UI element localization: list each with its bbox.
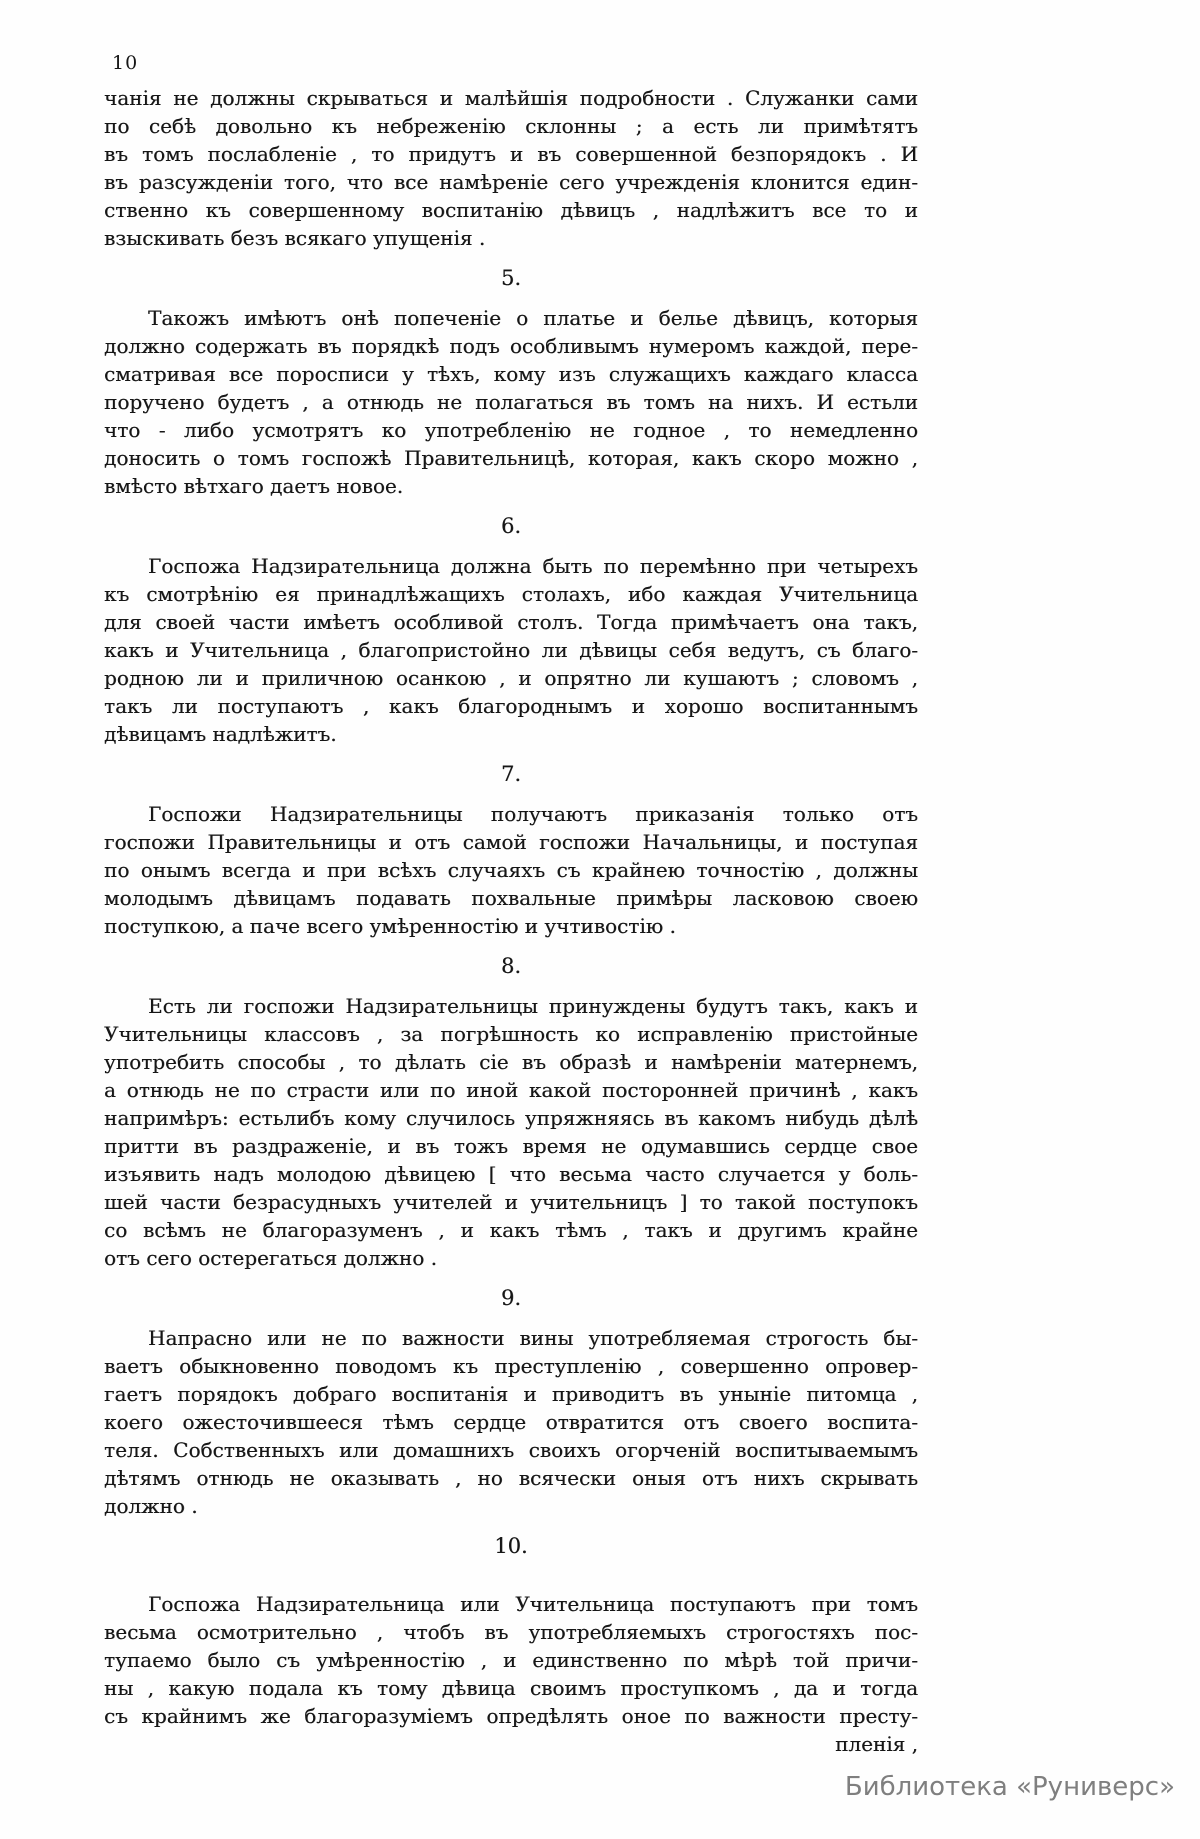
text-line: по себѣ довольно къ небреженію склонны ; а есть ли примѣтятъ — [104, 114, 918, 138]
section-number: 8. — [500, 954, 522, 978]
text-line: употребить способы , то дѣлать сіе въ образѣ и намѣреніи матернемъ, — [104, 1050, 918, 1074]
paragraph — [104, 992, 918, 1272]
section-number: 9. — [500, 1286, 522, 1310]
text-line: Госпожа Надзирательница должна быть по перемѣнно при четырехъ — [148, 554, 918, 578]
text-line: весьма осмотрительно , чтобъ въ употребляемыхъ строгостяхъ пос- — [104, 1620, 918, 1644]
text-line: со всѣмъ не благоразуменъ , и какъ тѣмъ , такъ и другимъ крайне — [104, 1218, 918, 1242]
text-line: ственно къ совершенному воспитанію дѣвицъ , надлѣжитъ все то и — [104, 198, 918, 222]
text-line: Госпожа Надзирательница или Учительница поступаютъ при томъ — [148, 1592, 918, 1616]
section-number: 7. — [500, 762, 522, 786]
text-line: Напрасно или не по важности вины употребляемая строгость бы- — [148, 1326, 918, 1350]
section — [104, 252, 918, 500]
paragraph — [104, 84, 918, 252]
text-line: Такожъ имѣютъ онѣ попеченіе о платье и белье дѣвицъ, которыя — [148, 306, 918, 330]
text-line: дѣвицамъ надлѣжитъ. — [104, 722, 337, 746]
text-line: а отнюдь не по страсти или по иной какой посторонней причинѣ , какъ — [104, 1078, 918, 1102]
text-line: коего ожесточившееся тѣмъ сердце отвратится отъ своего воспита- — [104, 1410, 918, 1434]
text-line: пленія , — [835, 1732, 918, 1756]
text-line: Учительницы классовъ , за погрѣшность ко исправленію пристойные — [104, 1022, 918, 1046]
text-line: молодымъ дѣвицамъ подавать похвальные примѣры ласковою своею — [104, 886, 918, 910]
paragraph — [104, 1324, 918, 1520]
page-number: 10 — [112, 52, 139, 74]
text-line: тупаемо было съ умѣренностію , и единственно по мѣрѣ той причи- — [104, 1648, 918, 1672]
section — [104, 500, 918, 748]
text-line: ны , какую подала къ тому дѣвица своимъ проступкомъ , да и тогда — [104, 1676, 918, 1700]
text-line: для своей части имѣетъ особливой столъ. Тогда примѣчаетъ она такъ, — [104, 610, 918, 634]
text-line: ваетъ обыкновенно поводомъ къ преступленію , совершенно опровер- — [104, 1354, 918, 1378]
text-line: какъ и Учительница , благопристойно ли дѣвицы себя ведутъ, съ благо- — [104, 638, 918, 662]
text-line: должно . — [104, 1494, 198, 1518]
section — [104, 1520, 918, 1758]
text-line: къ смотрѣнію ея принадлѣжащихъ столахъ, ибо каждая Учительница — [104, 582, 918, 606]
text-line: сматривая все поросписи у тѣхъ, кому изъ служащихъ каждаго класса — [104, 362, 918, 386]
text-line: съ крайнимъ же благоразуміемъ опредѣлять оное по важности престу- — [104, 1704, 918, 1728]
text-line: напримѣръ: естьлибъ кому случилось упряжняясь въ какомъ нибудь дѣлѣ — [104, 1106, 918, 1130]
section-number: 10. — [494, 1534, 528, 1558]
text-line: что - либо усмотрятъ ко употребленію не годное , то немедленно — [104, 418, 918, 442]
text-line: дѣтямъ отнюдь не оказывать , но всячески оныя отъ нихъ скрывать — [104, 1466, 918, 1490]
text-line: отъ сего остерегаться должно . — [104, 1246, 437, 1270]
text-line: родною ли и приличною осанкою , и опрятно ли кушаютъ ; словомъ , — [104, 666, 918, 690]
text-line: гаетъ порядокъ добраго воспитанія и приводитъ въ уныніе питомца , — [104, 1382, 918, 1406]
section — [104, 84, 918, 252]
text-line: взыскивать безъ всякаго упущенія . — [104, 226, 486, 250]
text-line: поручено будетъ , а отнюдь не полагаться въ томъ на нихъ. И естьли — [104, 390, 918, 414]
text-line: Есть ли госпожи Надзирательницы принуждены будутъ такъ, какъ и — [148, 994, 918, 1018]
text-line: доносить о томъ госпожѣ Правительницѣ, которая, какъ скоро можно , — [104, 446, 918, 470]
section — [104, 1272, 918, 1520]
page-body — [104, 84, 918, 1758]
paragraph — [104, 800, 918, 940]
section-number: 6. — [500, 514, 522, 538]
text-line: чанія не должны скрываться и малѣйшія подробности . Служанки сами — [104, 86, 918, 110]
section-number: 5. — [500, 266, 522, 290]
text-line: вмѣсто вѣтхаго даетъ новое. — [104, 474, 404, 498]
text-line: въ разсужденіи того, что все намѣреніе сего учрежденія клонится един- — [104, 170, 918, 194]
watermark: Библиотека «Руниверс» — [844, 1772, 1175, 1802]
text-line: поступкою, а паче всего умѣренностію и учтивостію . — [104, 914, 676, 938]
text-line: притти въ раздраженіе, и въ тожъ время не одумавшись сердце свое — [104, 1134, 918, 1158]
paragraph — [104, 552, 918, 748]
text-line: должно содержать въ порядкѣ подъ особливымъ нумеромъ каждой, пере- — [104, 334, 918, 358]
section — [104, 748, 918, 940]
text-line: въ томъ послабленіе , то придутъ и въ совершенной безпорядокъ . И — [104, 142, 918, 166]
text-line: Госпожи Надзирательницы получаютъ приказанія только отъ — [148, 802, 918, 826]
text-line: изъявить надъ молодою дѣвицею [ что весьма часто случается у боль- — [104, 1162, 918, 1186]
text-line: такъ ли поступаютъ , какъ благороднымъ и хорошо воспитаннымъ — [104, 694, 918, 718]
text-line: по онымъ всегда и при всѣхъ случаяхъ съ крайнею точностію , должны — [104, 858, 918, 882]
section — [104, 940, 918, 1272]
text-line: теля. Собственныхъ или домашнихъ своихъ огорченій воспитываемымъ — [104, 1438, 918, 1462]
text-line: шей части безрасудныхъ учителей и учительницъ ] то такой поступокъ — [104, 1190, 918, 1214]
paragraph — [104, 304, 918, 500]
paragraph — [104, 1590, 918, 1758]
text-line: госпожи Правительницы и отъ самой госпожи Начальницы, и поступая — [104, 830, 918, 854]
